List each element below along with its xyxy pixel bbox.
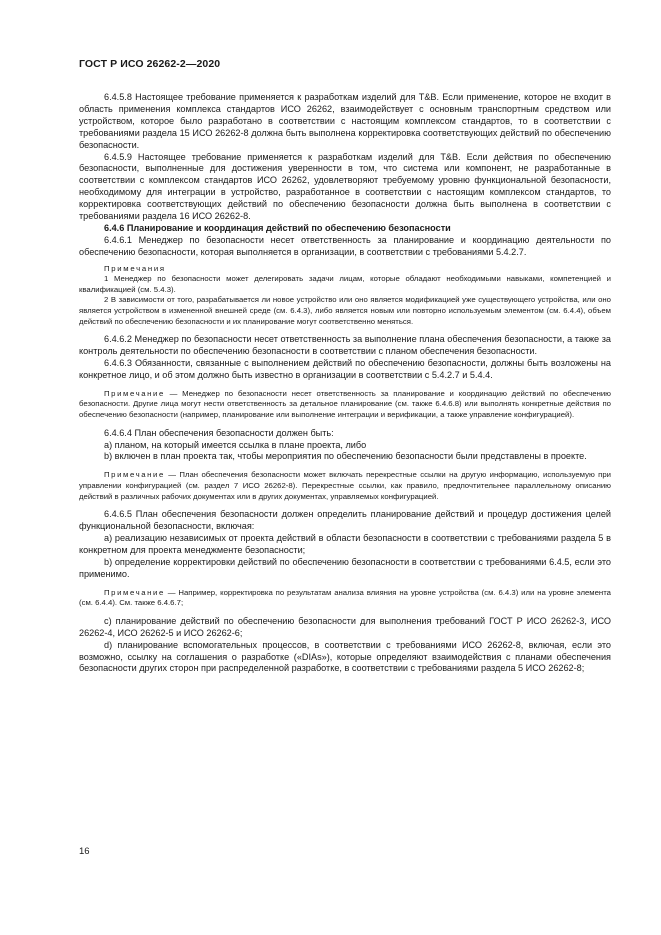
clause-6-4-6-5: 6.4.6.5 План обеспечения безопасности должен определить планирование действий и процедур достижения целей функциональной безопасности, включая: [79,509,611,532]
clause-6-4-6-5-b: b) определение корректировки действий по обеспечению безопасности в соответствии с требованиями 6.4.5, если это применимо. [79,556,611,579]
clause-6-4-6-5-c: c) планирование действий по обеспечению безопасности для выполнения требований ГОСТ Р ИСО 26262-3, ИСО 26262-4, ИСО 26262-5 и ИСО 26262-6; [79,615,611,638]
note-5 [79,588,611,609]
clause-6-4-6-5-d: d) планирование вспомогательных процессов, в соответствии с требованиями ИСО 26262-8, включая, если это возможно, ссылку на соглашения о разработке («DIAs»), которые определяют взаимодействия с планами обеспечения безопасности других сторон при распределенной разработке, в соответствии с требованиями раздела 5 ИСО 26262-8; [79,639,611,674]
note-3 [79,389,611,421]
clause-6-4-6-4: 6.4.6.4 План обеспечения безопасности должен быть: [104,427,334,438]
clause-6-4-6-4-b: b) включен в план проекта так, чтобы мероприятия по обеспечению безопасности были представлены в проекте. [104,451,587,462]
note-5-label: Примечание [104,587,165,597]
page-content [79,92,611,675]
note-4 [79,470,611,502]
note-4-text: — План обеспечения безопасности может включать перекрестные ссылки на другую информацию, используемую при управлении конфигурацией (см. раздел 7 ИСО 26262-8). Перекрестные ссылки, как правило, предпочтительнее параллельному описанию действий в различных рабочих документах или в других документах, управляемых конфигурацией. [79,470,611,501]
clause-6-4-6-1: 6.4.6.1 Менеджер по безопасности несет ответственность за планирование и координацию деятельности по обеспечению безопасности, которая выполняется в организации, в соответствии с требованиями 5.4.2.7. [79,234,611,257]
clause-6-4-5-8: 6.4.5.8 Настоящее требование применяется к разработкам изделий для T&B. Если применение, которое не входит в область применения комплекса стандартов ИСО 26262, взаимодействует с основным транспортным средством или устройством, которое было разработано в соответствии с настоящим комплексом стандартов, то в соответствии с требованиями раздела 15 ИСО 26262-8 должна быть выполнена корректировка соответствующих действий по обеспечению безопасности. [79,92,611,150]
section-heading-6-4-6: 6.4.6 Планирование и координация действий по обеспечению безопасности [104,222,451,233]
page-number: 16 [79,846,90,857]
note-2: 2 В зависимости от того, разрабатывается ли новое устройство или оно является модификацией уже существующего устройства, или оно является устройством в измененной внешней среде (см. 6.4.3), либо является новым или повторно используемым элементом (см. 6.4.4), объем действий по обеспечению безопасности и их планирование могут соответственно меняться. [79,295,611,326]
document-header: ГОСТ Р ИСО 26262-2—2020 [79,58,221,70]
note-5-text: — Например, корректировка по результатам анализа влияния на уровне устройства (см. 6.4.3) или на уровне элемента (см. 6.4.4). См. также 6.4.6.7; [79,587,611,608]
clause-6-4-6-2: 6.4.6.2 Менеджер по безопасности несет ответственность за выполнение плана обеспечения безопасности, а также за контроль деятельности по обеспечению безопасности в соответствии с планом обеспечения безопасности. [79,334,611,357]
notes-title: Примечания [104,263,166,273]
note-4-label: Примечание [104,470,165,480]
clause-6-4-5-9: 6.4.5.9 Настоящее требование применяется к разработкам изделий для T&B. Если действия по обеспечению безопасности, выполненные для достижения уверенности в том, что система или компонент, не разработанные в соответствии с комплексом стандартов ИСО 26262, удовлетворяют требуемому уровню функциональной безопасности, необходимому для интеграции в устройство, разработанное в соответствии с настоящим комплексом стандартов, то корректировка соответствующих действий по обеспечению безопасности должна быть выполнена в соответствии с требованиями раздела 16 ИСО 26262-8. [79,151,611,222]
clause-6-4-6-5-a: a) реализацию независимых от проекта действий в области безопасности в соответствии с требованиями раздела 5 в конкретном для проекта менеджменте безопасности; [79,532,611,555]
clause-6-4-6-4-a: a) планом, на который имеется ссылка в плане проекта, либо [104,439,367,450]
note-3-label: Примечание [104,388,165,398]
note-1: 1 Менеджер по безопасности может делегировать задачи лицам, которые обладают необходимыми навыками, компетенцией и квалификацией (см. 5.4.3). [79,274,611,294]
note-3-text: — Менеджер по безопасности несет ответственность за планирование и координацию действий по обеспечению безопасности. Другие лица могут нести ответственность за детальное планирование (см. также 6.4.6.8) или выполнять конкретные действия по обеспечению безопасности (например, планирование или выполнение интеграции и верификации, а также управление конфигурацией). [79,388,611,420]
clause-6-4-6-3: 6.4.6.3 Обязанности, связанные с выполнением действий по обеспечению безопасности, должны быть возложены на конкретное лицо, и об этом должно быть известно в организации в соответствии с 5.4.2.7 и 5.4.4. [79,358,611,380]
